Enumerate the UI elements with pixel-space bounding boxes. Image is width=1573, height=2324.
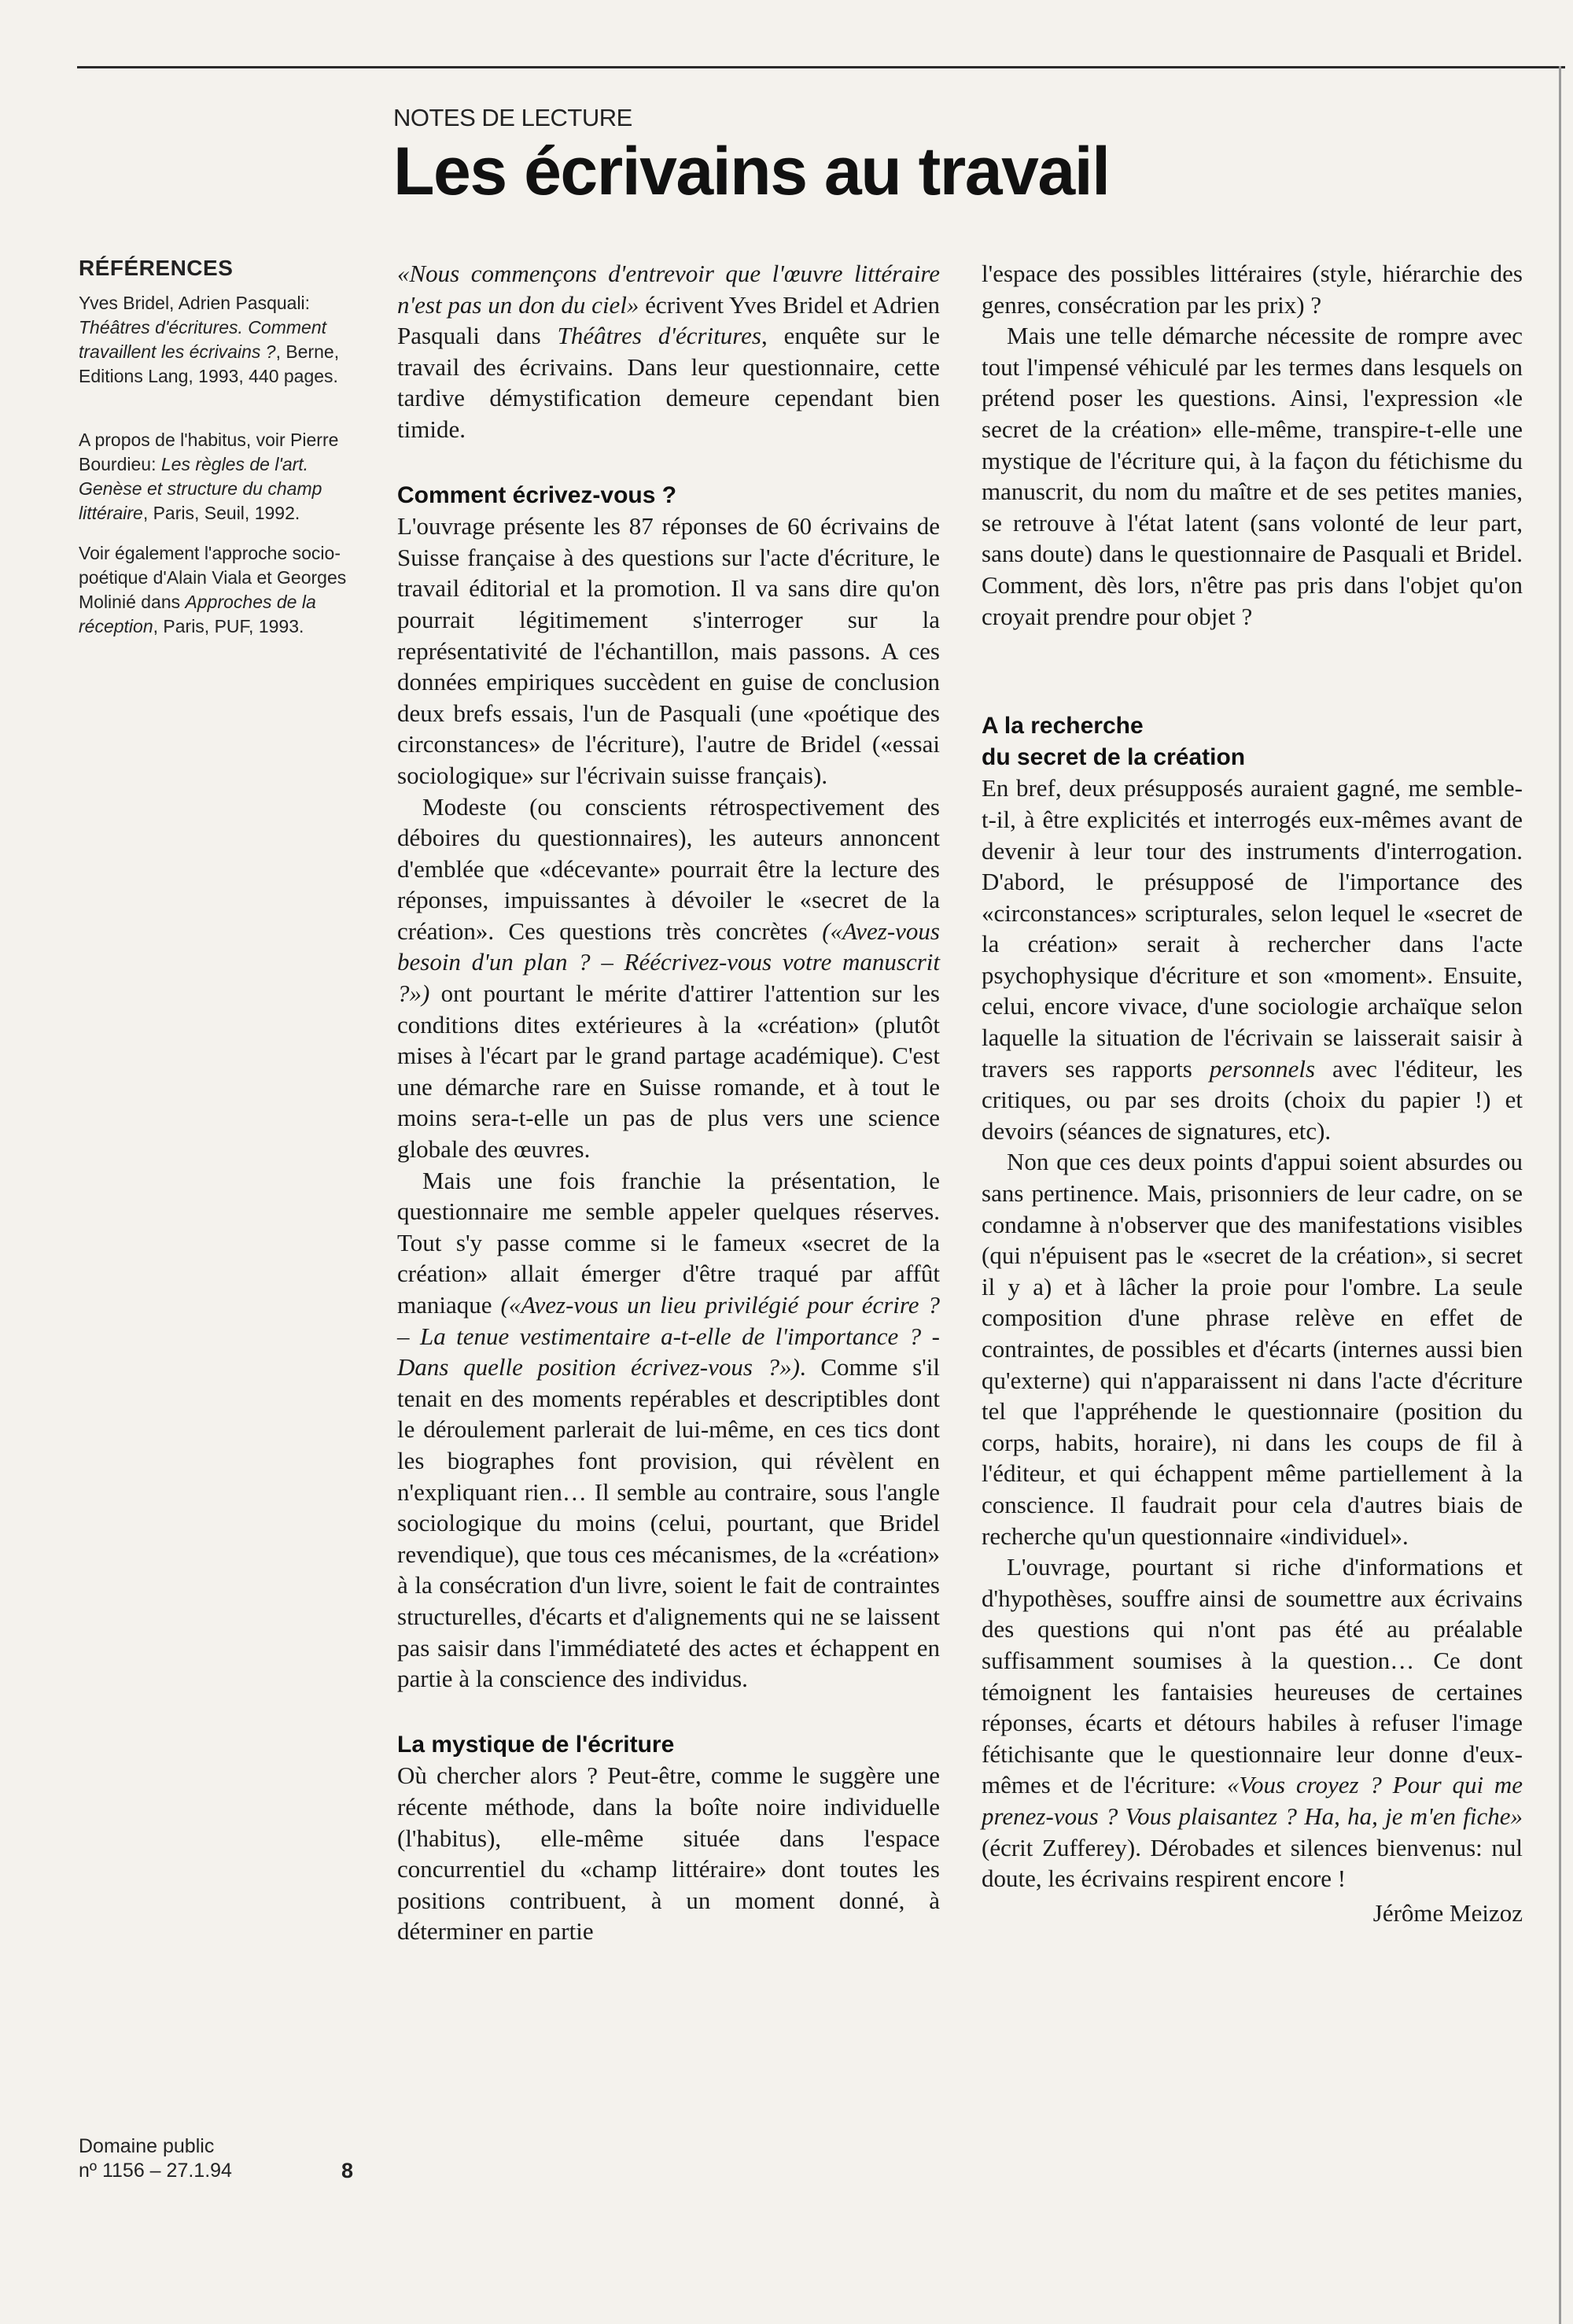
body-text: ont pourtant le mérite d'attirer l'attention sur les conditions dites extérieures à la «création» (plutôt mises à l'écart par le grand partage académique). C'est une démarche rare en Suisse romande, et à tout le moins sera-t-elle un pas de plus vers une science globale des œuvres. [397,979,940,1164]
body-text: . Comme s'il tenait en des moments repérables et descriptibles dont le déroulement parlerait de lui-même, en ces tics dont les biographes font provision, qui révèlent en n'expliquant rien… Il semble au contraire, sous l'angle sociologique du moins (celui, pourtant, que Bridel revendique), que tous ces mécanismes, de la «création» à la consécration d'un livre, soient le fait de contraintes structurelles, d'écarts et d'alignements qui ne se laissent pas saisir dans l'immédiateté des actes et échappent en partie à la conscience des individus. [397,1353,940,1693]
intro-text: écrivent Yves Bridel et Adrien Pasquali dans [397,290,941,350]
right-edge-rule [1559,66,1561,2324]
ref-publisher: , Paris, Seuil, 1992. [142,503,300,523]
section-heading-recherche [982,710,1523,773]
body-paragraph: Mais une telle démarche nécessite de rompre avec tout l'impensé véhiculé par les termes dans lesquels on prétend poser les questions. Ainsi, l'expression «le secret de la création» elle-même, transpire-t-elle une mystique de l'écriture qui, à la façon du fétichisme du manuscrit, du nom du maître et de ses petites manies, se retrouve à l'état latent (sans volonté de leur part, sans doute) dans le questionnaire de Pasquali et Bridel. Comment, dès lors, n'être pas pris dans l'objet qu'on croyait prendre pour objet ? [982,322,1523,630]
references-heading: RÉFÉRENCES [79,256,234,280]
reference-bourdieu [79,428,362,526]
body-paragraph-continued: l'espace des possibles littéraires (style, hiérarchie des genres, consécration par les prix) ? [982,260,1523,319]
body-paragraph: Où chercher alors ? Peut-être, comme le suggère une récente méthode, dans la boîte noire individuelle (l'habitus), elle-même située dans l'espace concurrentiel du «champ littéraire» dont toutes les positions contribuent, à un moment donné, à déterminer en partie [397,1761,940,1946]
author-signature: Jérôme Meizoz [1372,1898,1523,1927]
heading-line: du secret de la création [982,743,1246,770]
body-paragraph [982,1551,1523,1894]
emphasis: personnels [1209,1054,1316,1083]
body-paragraph [397,791,940,1165]
body-paragraph: L'ouvrage présente les 87 réponses de 60 écrivains de Suisse française à des questions sur l'acte d'écriture, le travail éditorial et la promotion. Il va sans dire qu'on pourrait légitimement s'interroger sur la représentativité de l'échantillon, mais passons. A ces données empiriques succèdent en guise de conclusion deux brefs essais, l'un de Pasquali (une «poétique des circonstances» de l'écriture), l'autre de Bridel («essai sociologique» sur l'écrivain suisse français). [397,512,940,789]
body-paragraph [397,1165,940,1695]
ref-authors: Yves Bridel, Adrien Pasquali: [79,293,311,313]
publication-name: Domaine public [79,2135,215,2157]
quoted-questions: («Avez-vous un lieu privilégié pour écrire ? – La tenue vestimentaire a-t-elle de l'importance ? - Dans quelle position écrivez-vous ?») [397,1291,940,1381]
reference-bridel-pasquali [79,291,362,389]
ref-work-title: Théâtres d'écritures. Comment travaillent les écrivains ? [79,317,327,362]
intro-text: , enquête sur le travail des écrivains. Dans leur questionnaire, cette tardive démystification demeure cependant bien timide. [397,322,940,443]
section-heading-mystique: La mystique de l'écriture [397,1731,675,1758]
body-text: L'ouvrage, pourtant si riche d'informations et d'hypothèses, souffre ainsi de soumettre aux écrivains des questions qui n'ont pas été au préalable suffisamment soumises à la question… Ce dont témoignent les fantaisies heureuses de certaines réponses, écarts et détours habiles à refuser l'image fétichisante que le questionnaire leur donne d'eux-mêmes et de l'écriture: [982,1553,1523,1799]
intro-paragraph [397,258,940,445]
top-rule [77,66,1565,68]
reference-viala-molinie [79,541,362,639]
ref-publisher: , Berne, Editions Lang, 1993, 440 pages. [79,341,340,386]
references-sidebar [79,256,362,655]
article-column-2 [982,258,1523,1928]
article-column-1 [397,258,940,1947]
ref-intro: Voir également l'approche socio-poétique d'Alain Viala et Georges Molinié dans [79,543,347,612]
intro-work-title: Théâtres d'écritures [557,322,761,350]
article-title: Les écrivains au travail [393,134,1110,209]
body-paragraph: Non que ces deux points d'appui soient absurdes ou sans pertinence. Mais, prisonniers de leur cadre, on se condamne à n'observer que des manifestations visibles (qui n'épuisent pas le «secret de la création», si secret il y a) et à lâcher la proie pour l'ombre. La seule composition d'une phrase relève en effet de contraintes, de possibles et d'écarts (internes aussi bien qu'externe) qui n'apparaissent ni dans l'acte d'écriture tel que l'appréhende le questionnaire (position du corps, habits, horaire), ni dans les coups de fil à l'éditeur, et qui échappent même partiellement à la conscience. Il faudrait pour cela d'autres biais de recherche qu'un questionnaire «individuel». [982,1148,1523,1550]
section-kicker: NOTES DE LECTURE [393,104,632,131]
body-text: Mais une fois franchie la présentation, le questionnaire me semble appeler quelques réserves. Tout s'y passe comme si le fameux «secret de la création» allait émerger d'être traqué par affût maniaque [397,1166,940,1319]
publication-footer [79,2134,232,2183]
ref-intro: A propos de l'habitus, voir Pierre Bourdieu: [79,430,339,474]
ref-publisher: , Paris, PUF, 1993. [153,616,304,636]
heading-line: A la recherche [982,713,1144,740]
quoted-questions: («Avez-vous besoin d'un plan ? – Réécrivez-vous votre manuscrit ?») [397,917,940,1008]
body-text: En bref, deux présupposés auraient gagné, me semble-t-il, à être explicités et interrogés eux-mêmes avant de devenir à leur tour des instruments d'interrogation. D'abord, le présupposé de l'importance des «circonstances» scripturales, selon lequel le «secret de la création» serait à rechercher dans l'acte psychophysique d'écriture et son «moment». Ensuite, celui, encore vivace, d'une sociologie archaïque selon laquelle la situation de l'écrivain se laisserait saisir à travers ses rapports [982,774,1523,1083]
quoted-replies: «Vous croyez ? Pour qui me prenez-vous ? Vous plaisantez ? Ha, ha, je m'en fiche» [982,1771,1523,1830]
issue-number: nº 1156 – 27.1.94 [79,2160,232,2182]
body-text: (écrit Zufferey). Dérobades et silences bienvenus: nul doute, les écrivains respirent encore ! [982,1833,1523,1893]
ref-work-title: Approches de la réception [79,592,316,636]
body-text: avec l'éditeur, les critiques, ou par ses droits (choix du papier !) et devoirs (séances de signatures, etc). [982,1054,1523,1145]
intro-quote: «Nous commençons d'entrevoir que l'œuvre littéraire n'est pas un don du ciel» [397,260,940,319]
ref-work-title: Les règles de l'art. Genèse et structure du champ littéraire [79,454,322,523]
body-paragraph [982,773,1523,1146]
body-text: Modeste (ou conscients rétrospectivement des déboires du questionnaires), les auteurs annoncent d'emblée que «décevante» pourrait être la lecture des réponses, impuissantes à dévoiler le «secret de la création». Ces questions très concrètes [397,792,940,945]
section-heading-comment-ecrivez-vous: Comment écrivez-vous ? [397,481,677,508]
page-number: 8 [341,2159,354,2182]
